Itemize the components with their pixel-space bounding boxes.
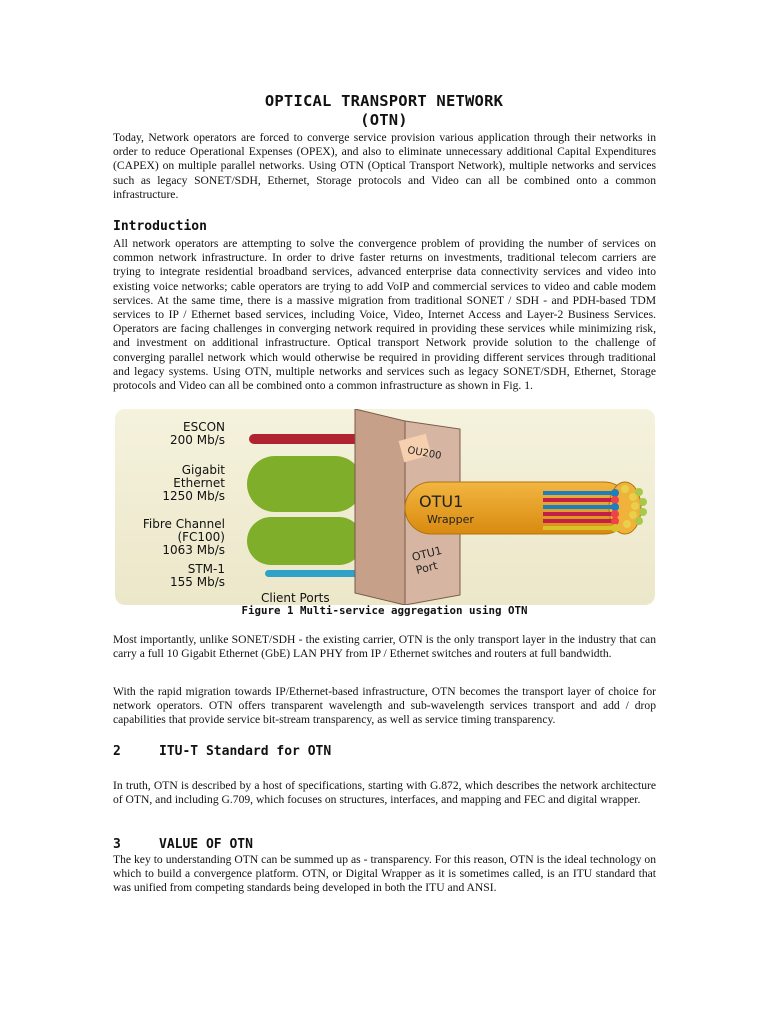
otu1-label: OTU1: [419, 492, 464, 511]
client-ports-label: Client Ports: [261, 591, 330, 605]
document-title-line1: OPTICAL TRANSPORT NETWORK: [264, 92, 504, 110]
introduction-heading: Introduction: [113, 219, 207, 234]
gige-rate-label: 1250 Mb/s: [162, 489, 225, 503]
fc-label-1: Fibre Channel: [142, 517, 225, 531]
otn-diagram: [115, 409, 655, 605]
intro-paragraph: Today, Network operators are forced to converge service provision various application through their networks in order to reduce Operational Expenses (OPEX), and also to eliminate unnecessary additional Capital Expenditures (CAPEX) on multiple parallel networks. Using OTN (Optical Transport Network), multiple networks and services such as legacy SONET/SDH, Ethernet, Storage protocols and Video can all be combined onto a common infrastructure.: [113, 131, 656, 201]
otu1-port-label-2: Port: [414, 559, 439, 577]
itu-section-number: 2: [113, 744, 121, 759]
gige-label-2: Ethernet: [173, 476, 225, 490]
fc-fiber: [247, 517, 363, 565]
gige-label-1: Gigabit: [181, 463, 225, 477]
value-section-heading: VALUE OF OTN: [159, 837, 253, 852]
wrapper-label: Wrapper: [427, 513, 474, 526]
figure-otn-aggregation: [115, 409, 655, 605]
gige-fiber: [247, 456, 363, 512]
escon-fiber: [249, 434, 361, 444]
value-section-body: The key to understanding OTN can be summed up as - transparency. For this reason, OTN is the ideal technology on which to build a convergence platform. OTN, or Digital Wrapper as it is sometimes called, is an ITU standard that was unified from competing standards being developed in both the ITU and ANSI.: [113, 853, 656, 895]
value-section-number: 3: [113, 837, 121, 852]
figure-caption: Figure 1 Multi-service aggregation using OTN: [241, 604, 528, 617]
escon-label: ESCON: [183, 420, 225, 434]
stm-rate-label: 155 Mb/s: [170, 575, 225, 589]
introduction-body: All network operators are attempting to solve the convergence problem of providing the number of services on common network infrastructure. In order to drive faster returns on investments, traditional telecom carriers are trying to integrate residential broadband services, advanced enterprise data connectivity services and video into existing voice networks; cable operators are trying to add VoIP and commercial services to video and cable modem services. At the same time, there is a massive migration from traditional SONET / SDH - and PDH-based TDM services to IP / Ethernet based services, including Voice, Video, Internet Access and Layer-2 Business Services. Operators are facing challenges in converging network required in providing these services while minimizing risk, and investment on additional infrastructure. Optical transport Network provide solution to the challenge of converging parallel network which would otherwise be required in providing different services through traditional and legacy systems. Using OTN, multiple networks and services such as legacy SONET/SDH, Ethernet, Storage protocols and Video can all be combined onto a common infrastructure as shown in Fig. 1.: [113, 237, 656, 393]
otn-migration-paragraph: With the rapid migration towards IP/Ethernet-based infrastructure, OTN becomes the transport layer of choice for network operators. OTN offers transparent wavelength and sub-wavelength services transport and add / drop capabilities that provide service bit-stream transparency, as well as service timing transparency.: [113, 685, 656, 727]
top-port-label: O​U200: [406, 445, 443, 462]
document-title-line2: (OTN): [360, 111, 408, 129]
stm-fiber: [265, 570, 363, 577]
fc-label-2: (FC100): [177, 530, 225, 544]
fc-rate-label: 1063 Mb/s: [162, 543, 225, 557]
stm-label: STM-1: [187, 562, 225, 576]
otn-carry-paragraph: Most importantly, unlike SONET/SDH - the existing carrier, OTN is the only transport layer in the industry that can carry a full 10 Gigabit Ethernet (GbE) LAN PHY from IP / Ethernet switches and routers at full bandwidth.: [113, 633, 656, 661]
escon-rate-label: 200 Mb/s: [170, 433, 225, 447]
itu-section-heading: ITU-T Standard for OTN: [159, 744, 332, 759]
otu1-port-label-1: OTU1: [410, 543, 444, 564]
aggregation-panel: [355, 409, 405, 605]
itu-section-body: In truth, OTN is described by a host of specifications, starting with G.872, which describes the network architecture of OTN, and including G.709, which focuses on structures, interfaces, and mapping and FEC and digital wrapper.: [113, 779, 656, 807]
